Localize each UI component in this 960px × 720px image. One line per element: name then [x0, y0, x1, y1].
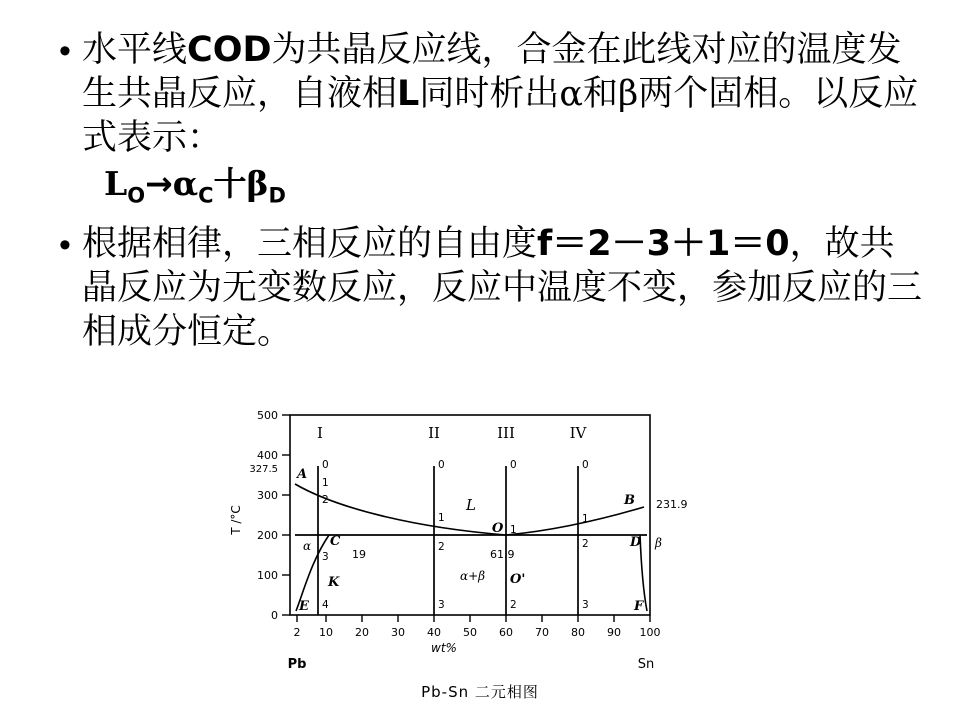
composition-label-19: 19 [352, 548, 366, 561]
region-label-liquid: L [466, 496, 476, 514]
step-label: 2 [322, 494, 329, 506]
text-segment: 两个固相。以反应式表示： [82, 74, 919, 158]
alloy-column-labels [317, 424, 588, 442]
y-tick-label: 500 [257, 409, 278, 422]
y-axis-ticks [282, 415, 290, 615]
y-axis-labels [249, 409, 278, 622]
bullet-text [82, 28, 928, 160]
bullet-marker: • [59, 225, 71, 264]
figure-caption: Pb-Sn 二元相图 [421, 683, 539, 701]
point-labels [295, 467, 644, 614]
text-segment: 同时析出 [419, 74, 560, 114]
phase-diagram-svg [200, 400, 760, 685]
x-tick-label: 50 [463, 626, 477, 639]
point-label-D: D [630, 535, 642, 550]
step-label: 0 [510, 459, 517, 471]
y-tick-label: 200 [257, 529, 278, 542]
point-label-O: O [492, 521, 504, 536]
region-label-beta: β [655, 536, 662, 550]
point-label-E: E [299, 599, 309, 614]
text-segment: ，故共晶反应为无变数反应，反应中温度不变，参加反应的三相成分恒定。 [82, 223, 923, 352]
step-label: 2 [510, 599, 517, 611]
step-label: 1 [582, 513, 589, 525]
point-label-A: A [297, 467, 308, 482]
text-segment: 根据相律，三相反应的自由度 [82, 223, 538, 264]
x-tick-label: 10 [319, 626, 333, 639]
equation-plus: 十 [213, 164, 247, 203]
y-extra-label-327: 327.5 [249, 464, 278, 475]
text-segment-alpha: α [559, 74, 583, 114]
x-tick-label: 2 [293, 626, 301, 639]
region-label-alpha: α [303, 539, 312, 553]
step-label: 1 [438, 512, 445, 524]
step-label: 0 [438, 459, 445, 471]
y-tick-label: 300 [257, 489, 278, 502]
x-tick-label: 100 [639, 626, 661, 639]
list-item [48, 222, 928, 354]
equation-beta-subscript: D [268, 183, 286, 208]
step-label: 0 [322, 459, 329, 471]
text-segment-bold: L [397, 74, 420, 114]
x-tick-label: 90 [607, 626, 621, 639]
bullet-text [82, 222, 928, 354]
x-tick-label: 30 [391, 626, 405, 639]
equation-left-subscript: O [127, 183, 146, 208]
step-label: 3 [582, 599, 589, 611]
left-end-label-pb: Pb [287, 657, 307, 672]
step-label: 1 [510, 524, 517, 536]
equation-alpha-subscript: C [198, 183, 214, 208]
point-label-F: F [634, 599, 644, 614]
x-tick-label: 20 [355, 626, 369, 639]
equation-arrow: → [145, 164, 173, 203]
region-label-alpha-beta: α+β [460, 569, 486, 583]
x-tick-label: 60 [499, 626, 513, 639]
y-tick-label: 0 [271, 609, 278, 622]
right-end-label-sn: Sn [637, 657, 655, 672]
point-label-O2: O' [510, 572, 526, 587]
x-tick-label: 40 [427, 626, 441, 639]
step-label: 2 [438, 541, 445, 553]
step-label: 3 [438, 599, 445, 611]
step-label: 0 [582, 459, 589, 471]
bullet-list [48, 28, 928, 356]
x-axis-labels [294, 626, 661, 639]
column-label-IV: IV [569, 424, 587, 442]
x-tick-label: 80 [571, 626, 585, 639]
equation-alpha: α [172, 164, 199, 203]
column-label-II: II [428, 424, 440, 442]
x-tick-label: 70 [535, 626, 549, 639]
y-tick-label: 400 [257, 449, 278, 462]
column-label-III: III [497, 424, 515, 442]
point-label-B: B [624, 493, 635, 508]
step-label: 2 [582, 538, 589, 550]
text-segment: 水平线 [82, 30, 188, 70]
equation-beta: β [246, 164, 269, 203]
right-label-231.9: 231.9 [656, 498, 688, 511]
plot-frame [290, 415, 650, 615]
text-segment: 为共晶反应线，合金在此线对应的温度发生共晶反应，自液相 [82, 30, 902, 114]
point-label-C: C [330, 534, 341, 549]
step-label: 4 [322, 599, 329, 611]
point-label-K: K [328, 575, 340, 590]
x-axis-title: wt% [431, 641, 457, 655]
equation-left-symbol: L [104, 164, 128, 203]
text-segment: 和 [582, 74, 618, 114]
column-label-I: I [317, 424, 323, 442]
composition-labels [352, 498, 688, 561]
text-segment-beta: β [618, 74, 639, 114]
alloy-vertical-lines [318, 466, 578, 615]
list-item [48, 28, 928, 160]
composition-label-61.9: 61.9 [490, 548, 515, 561]
phase-diagram [200, 400, 760, 710]
text-segment-bold: COD [187, 30, 272, 70]
x-axis-ticks [297, 615, 650, 622]
bullet-marker: • [59, 32, 71, 70]
y-axis-title: T /°C [229, 505, 243, 535]
step-label: 1 [322, 477, 329, 489]
reaction-equation [104, 164, 928, 216]
y-tick-label: 100 [257, 569, 278, 582]
text-segment-bold: f＝2－3＋1＝0 [537, 223, 790, 264]
step-label: 3 [322, 551, 329, 563]
